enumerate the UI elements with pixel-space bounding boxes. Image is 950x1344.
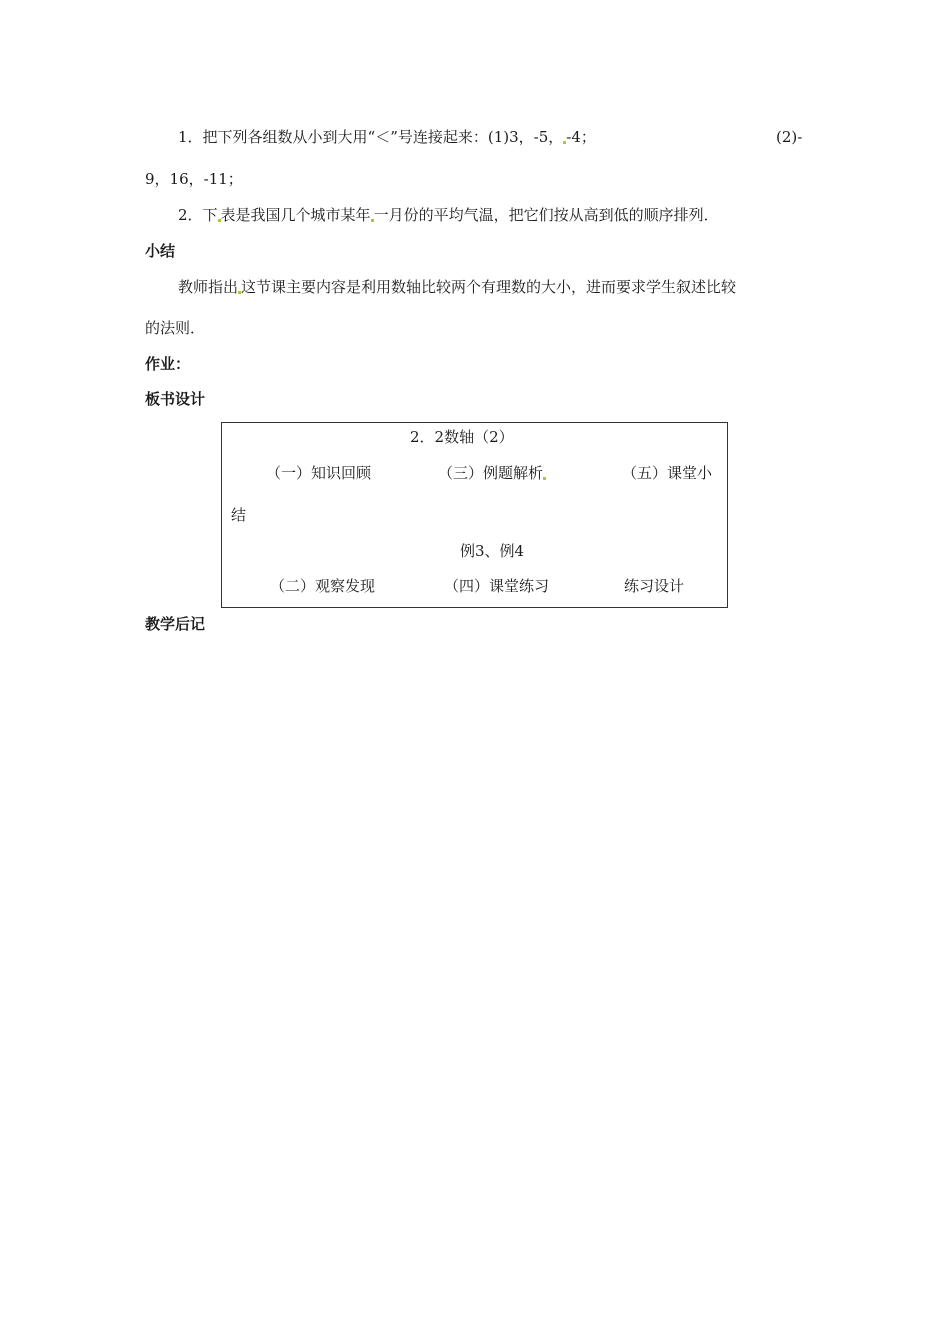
postscript-heading: 教学后记 — [145, 615, 206, 633]
board-item-review: （一）知识回顾 — [266, 464, 372, 482]
summary-text-a: 教师指出 — [178, 278, 239, 296]
exercise-1-tail: -4； — [566, 128, 596, 146]
board-item-exercise-design: 练习设计 — [624, 577, 685, 595]
exercise-2-text-b: 表是我国几个城市某年 — [220, 206, 371, 224]
board-item-summary: （五）课堂小 — [622, 464, 713, 482]
board-item-examples: （三）例题解析 — [438, 464, 544, 482]
exercise-1-line — [178, 127, 596, 147]
board-item-observe: （二）观察发现 — [270, 577, 376, 595]
exercise-2-line — [178, 205, 719, 225]
summary-heading: 小结 — [145, 242, 176, 260]
exercise-1-continuation: 9，16，-11； — [145, 170, 243, 188]
summary-line — [178, 277, 736, 297]
exercise-2-text-a: 2．下 — [178, 206, 218, 224]
board-design-heading: 板书设计 — [145, 390, 206, 408]
board-title: 2．2数轴（2） — [410, 428, 514, 446]
exercise-2-text-c: 一月份的平均气温，把它们按从高到低的顺序排列． — [373, 206, 719, 224]
board-design-box — [221, 422, 728, 608]
summary-continuation: 的法则． — [145, 319, 206, 337]
board-item-practice: （四）课堂练习 — [444, 577, 550, 595]
summary-text-b: 这节课主要内容是利用数轴比较两个有理数的大小，进而要求学生叙述比较 — [241, 278, 737, 296]
board-item-examples-line — [438, 463, 546, 483]
board-item-summary-wrap: 结 — [231, 506, 247, 524]
edit-mark-icon — [543, 477, 546, 480]
board-examples-list: 例3、例4 — [460, 542, 525, 560]
exercise-1-text: 1．把下列各组数从小到大用“＜”号连接起来：(1)3，-5， — [178, 128, 564, 146]
exercise-1-part2: (2)- — [776, 128, 803, 146]
homework-heading: 作业： — [145, 355, 191, 373]
